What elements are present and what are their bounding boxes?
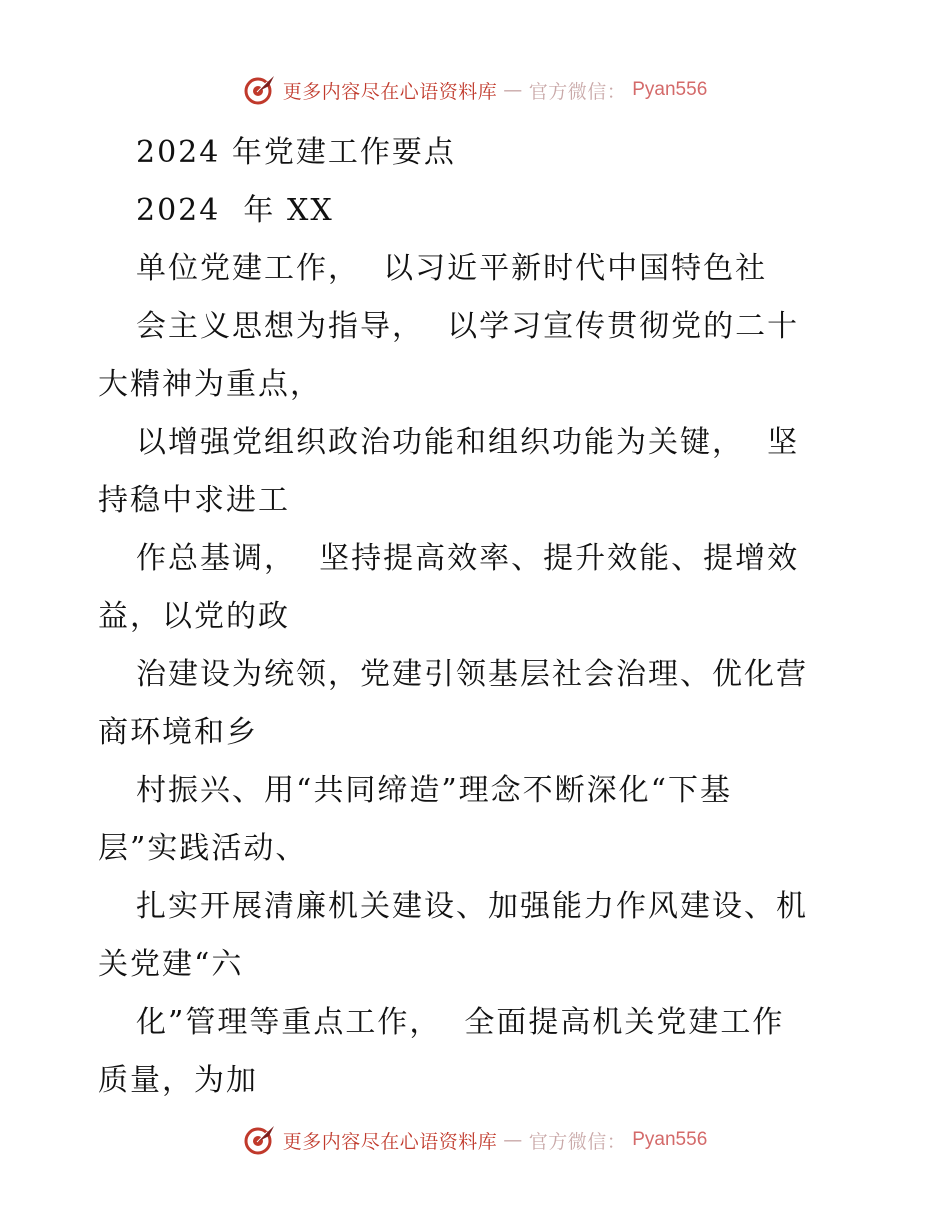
quill-logo-icon [243,73,277,107]
text-line: 治建设为统领，党建引领基层社会治理、优化营 [136,657,808,692]
watermark-text: 更多内容尽在心语资料库 [282,1130,498,1153]
text-line: 扎实开展清廉机关建设、加强能力作风建设、机 [136,889,808,924]
text-line: 层”实践活动、 [98,831,308,866]
text-line: 关党建“六 [98,947,244,982]
text-line: 持稳中求进工 [98,483,290,518]
watermark-banner-top [0,70,950,110]
text-line: 化”管理等重点工作， 全面提高机关党建工作 [136,1005,785,1040]
text-line: 以增强党组织政治功能和组织功能为关键， 坚 [136,425,800,460]
watermark-text: 更多内容尽在心语资料库 [282,80,498,103]
text-line: 商环境和乡 [98,715,258,750]
watermark-label: 官方微信： [528,80,627,103]
text-line: 2024 年 XX [136,193,334,228]
watermark-banner-bottom [0,1120,950,1160]
document-body [98,124,858,1110]
quill-logo-icon [243,1123,277,1157]
watermark-separator: — [503,79,523,101]
watermark-handle: Pyan556 [632,79,708,100]
text-line: 2024 年党建工作要点 [136,135,456,170]
watermark-content [243,1123,708,1157]
text-line: 村振兴、用“共同缔造”理念不断深化“下基 [136,773,733,808]
watermark-content [243,73,708,107]
text-line: 质量，为加 [98,1063,258,1098]
watermark-handle: Pyan556 [632,1129,708,1150]
text-line: 单位党建工作， 以习近平新时代中国特色社 [136,251,768,286]
watermark-label: 官方微信： [528,1130,627,1153]
text-line: 会主义思想为指导， 以学习宣传贯彻党的二十 [136,309,800,344]
text-line: 大精神为重点， [98,367,322,402]
text-line: 益，以党的政 [98,599,290,634]
text-line: 作总基调， 坚持提高效率、提升效能、提增效 [136,541,800,576]
watermark-separator: — [503,1129,523,1151]
